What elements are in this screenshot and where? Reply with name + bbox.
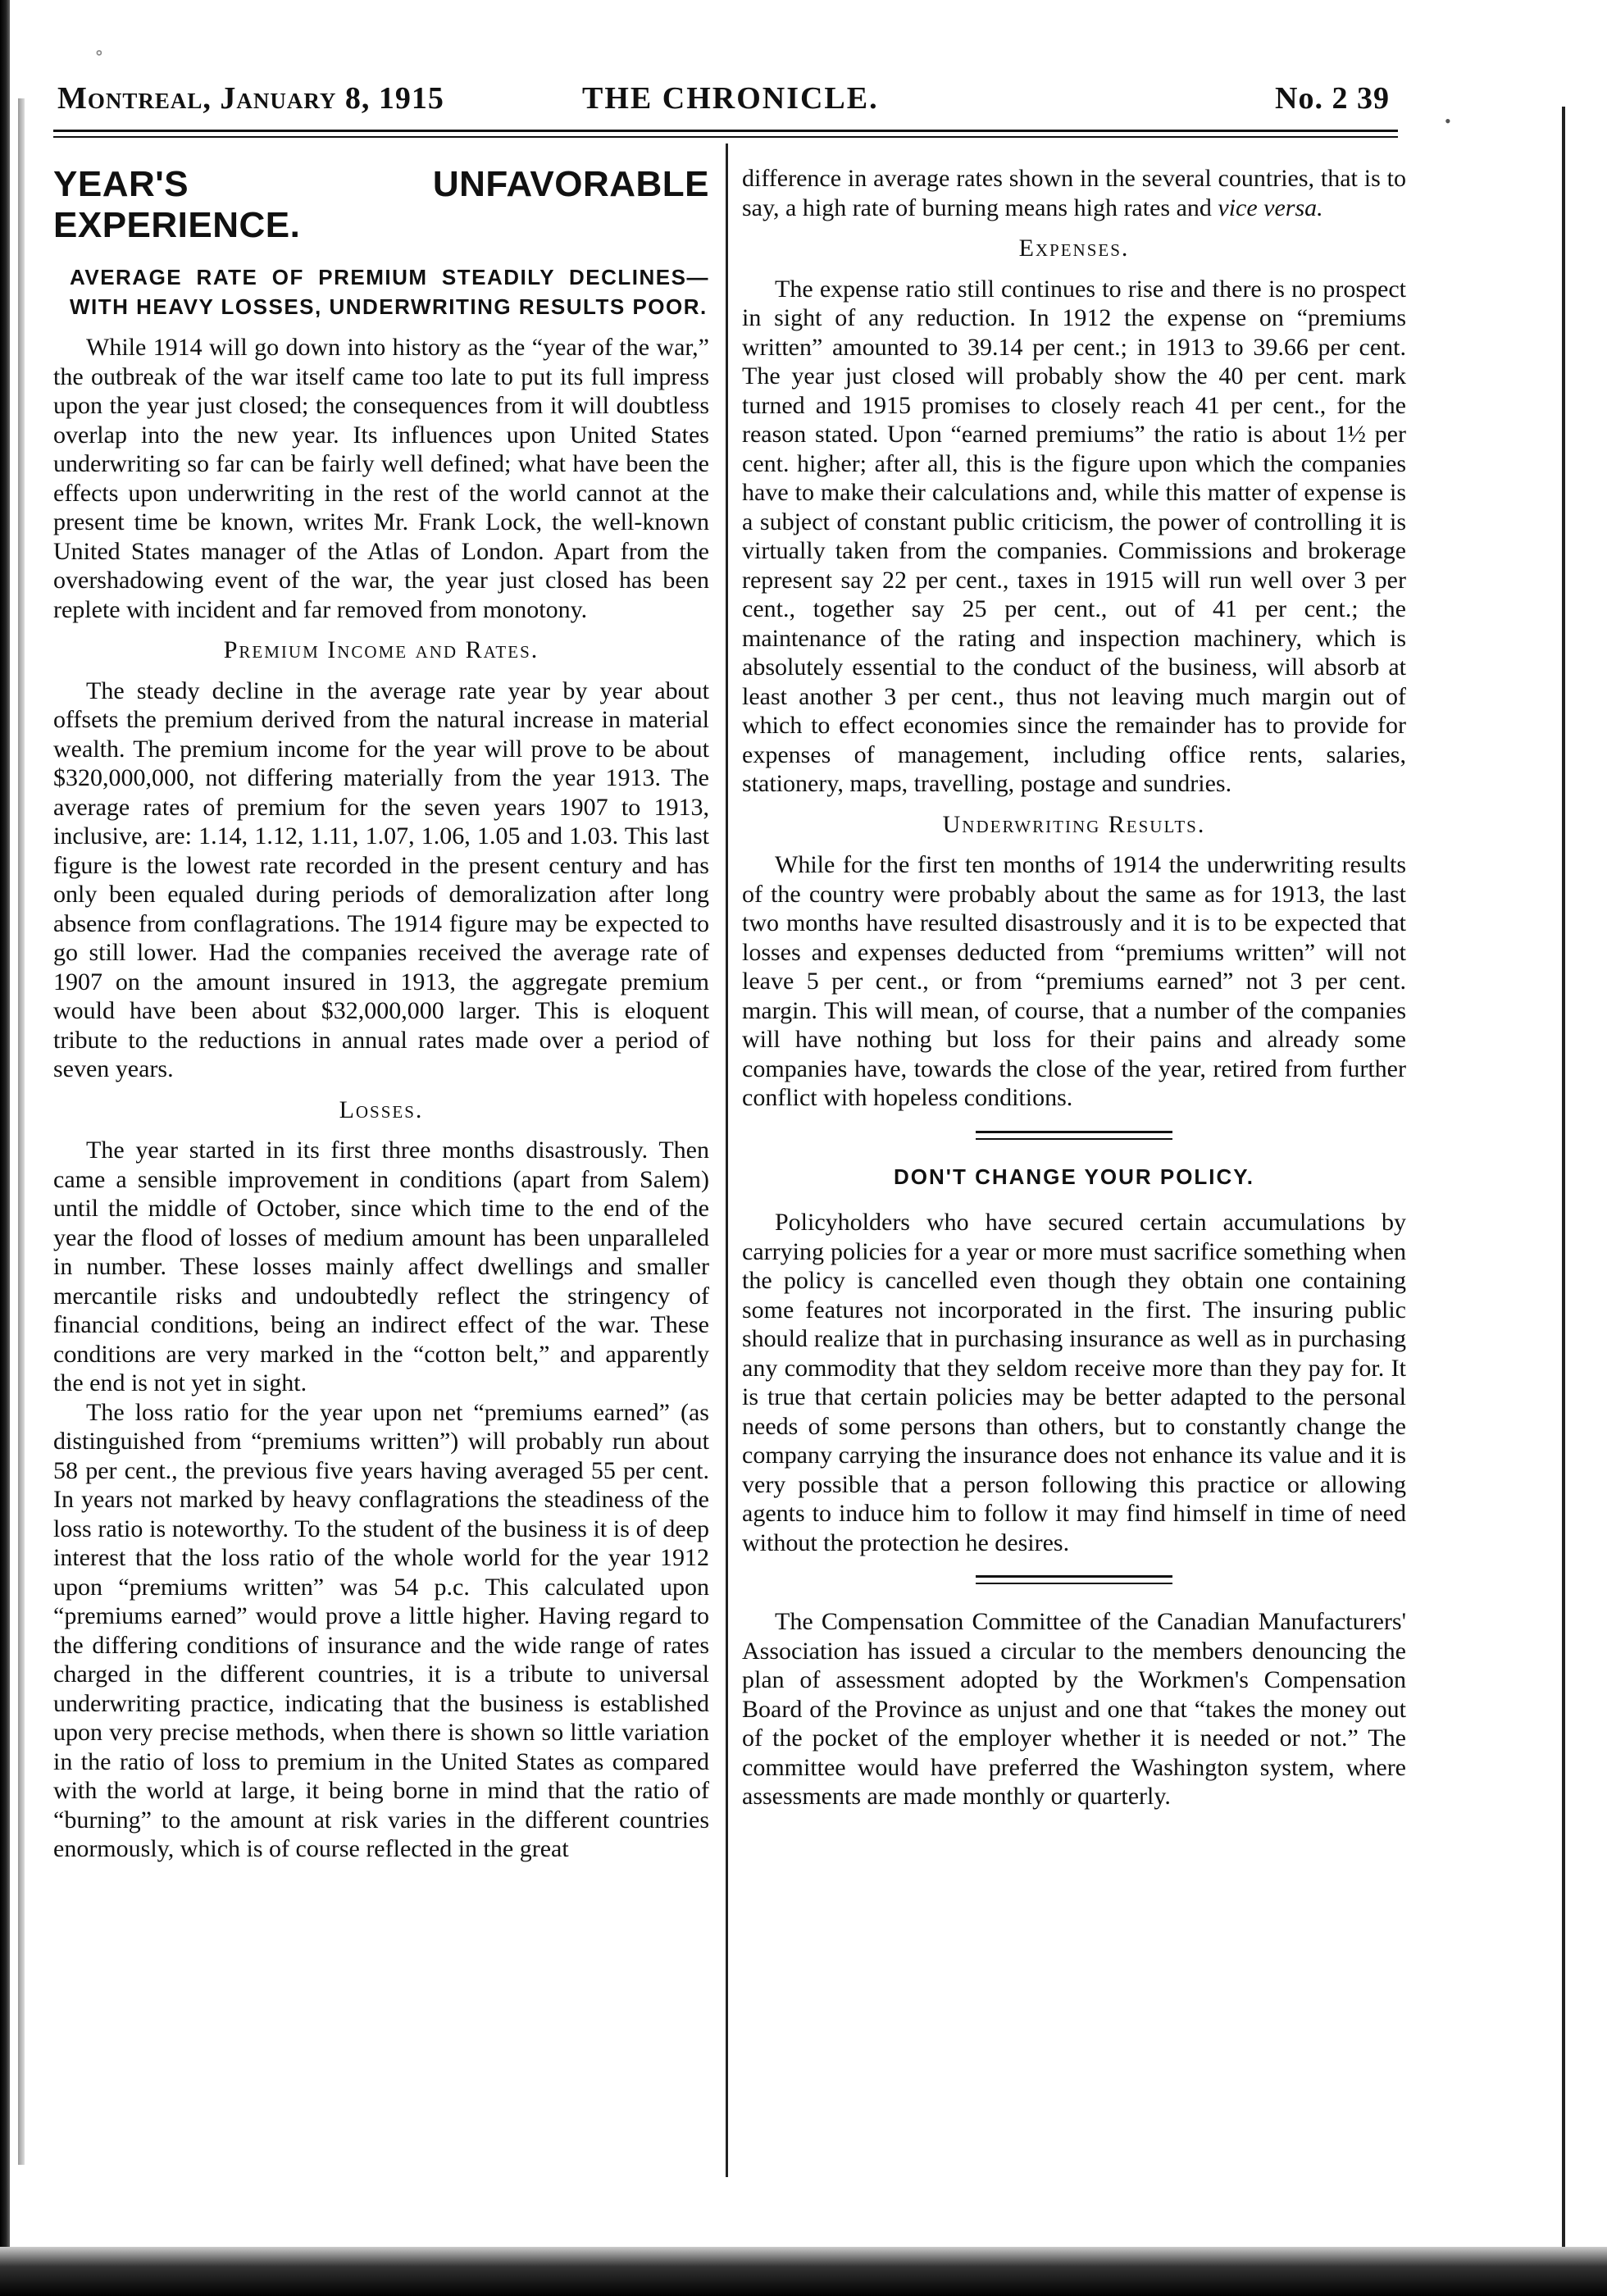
article-separator <box>976 1131 1172 1140</box>
article-paragraph: The steady decline in the average rate year by year about offsets the premium derived from the natural increase in material wealth. The premium income for the year will prove to be about $320,000,000, not differing materially from the year 1913. The average rates of premium for the seven years 1907 to 1913, inclusive, are: 1.14, 1.12, 1.11, 1.07, 1.06, 1.05 and 1.03. This last figure is the lowest rate recorded in the present century and has only been equaled during periods of demoralization after long absence from conflagrations. The 1914 figure may be expected to go still lower. Had the companies received the average rate of 1907 on the amount insured in 1913, the aggregate premium would have been about $32,000,000 larger. This is eloquent tribute to the reductions in annual rates made over a period of seven years. <box>53 676 709 1082</box>
header-dateline: Montreal, January 8, 1915 <box>57 81 444 116</box>
article-paragraph: Policyholders who have secured certain accumulations by carrying policies for a year or more must sacrifice something when the policy is cancelled even though they obtain one containing some features not incorporated in the first. The insuring public should realize that in purchasing insurance as well as in purchasing any commodity that they seldom receive more than they pay for. It is true that certain policies may be better adapted to the personal needs of some persons than others, but to constantly change the company carrying the insurance does not enhance its value and it is very possible that a person following this practice or allowing agents to induce him to follow it may find himself in time of need without the protection he desires. <box>742 1209 1406 1556</box>
section-heading: Premium Income and Rates. <box>223 636 539 663</box>
article-separator <box>976 1575 1172 1584</box>
article-paragraph: The Compensation Committee of the Canadian Manufacturers' Association has issued a circular to the members denouncing the plan of assessment adopted by the Workmen's Compensation Board of the Province as unjust and one that “takes the money out of the pocket of the employer whether it is needed or not.” The committee would have preferred the Washington system, where assessments are made monthly or quarterly. <box>742 1608 1406 1810</box>
article-title: YEAR'S UNFAVORABLE EXPERIENCE. <box>53 164 709 245</box>
section-heading: Losses. <box>339 1096 424 1123</box>
page-header <box>49 74 1443 123</box>
italic-phrase: vice versa. <box>1218 194 1323 221</box>
article-paragraph: The expense ratio still continues to rise and there is no prospect in sight of any reduction. In 1912 the expense on “premiums written” amounted to 39.14 per cent.; in 1913 to 39.66 per cent. The year just closed will probably show the 40 per cent. mark turned and 1915 promises to closely reach 41 per cent., for the reason stated. Upon “earned premiums” the ratio is about 1½ per cent. higher; after all, this is the figure upon which the companies have to make their calculations and, while this matter of expense is a subject of constant public criticism, the power of controlling it is virtually taken from the companies. Commissions and brokerage represent say 22 per cent., taxes in 1915 will run well over 3 per cent., together say 25 per cent., out of 41 per cent.; the maintenance of the rating and inspection machinery, which is absolutely essential to the conduct of the business, will absorb at least another 3 per cent., thus not leaving much margin out of which to effect economies since the remainder has to provide for expenses of management, including office rents, salaries, stationery, maps, travelling, postage and sundries. <box>742 275 1406 797</box>
section-heading: Underwriting Results. <box>942 810 1206 838</box>
header-issue-number: No. 2 39 <box>1275 81 1390 116</box>
article-paragraph: The year started in its first three months disastrously. Then came a sensible improvement in conditions (apart from Salem) until the middle of October, since which time to the end of the year the flood of losses of medium amount has been unparalleled in number. These losses mainly affect dwellings and smaller mercantile risks and undoubtedly reflect the stringency of financial conditions, being an indirect effect of the war. These conditions are very marked in the “cotton belt,” and apparently the end is not yet in sight. <box>53 1137 709 1396</box>
header-rule <box>53 130 1398 138</box>
continued-text: difference in average rates shown in the several countries, that is to say, a high rate of burning means high rates and <box>742 165 1406 221</box>
section-heading: Expenses. <box>1018 235 1130 262</box>
article-paragraph: While 1914 will go down into history as the “year of the war,” the outbreak of the war itself came too late to put its full impress upon the year just closed; the consequences from it will doubtless overlap into the new year. Its influences upon United States underwriting so far can be fairly well defined; what have been the effects upon underwriting in the rest of the world cannot at the present time be known, writes Mr. Frank Lock, the well-known United States manager of the Atlas of London. Apart from the overshadowing event of the war, the year just closed has been replete with incident and far removed from monotony. <box>53 334 709 623</box>
right-column <box>742 164 1406 1811</box>
print-speck: • <box>1445 111 1451 131</box>
scan-edge-shadow <box>18 98 25 2165</box>
scan-edge-bottom <box>0 2247 1607 2296</box>
article-paragraph-continued <box>742 164 1406 222</box>
article-paragraph: While for the first ten months of 1914 the underwriting results of the country were probably about the same as for 1913, the last two months have resulted disastrously and it is to be expected that losses and expenses deducted from “premiums written” will not leave 5 per cent., or from “premiums earned” not 3 per cent. margin. This will mean, of course, that a number of the companies will have nothing but loss for their pains and already some companies have, towards the close of the year, retired from further conflict with hopeless conditions. <box>742 851 1406 1111</box>
scan-edge-left <box>0 0 10 2296</box>
scan-edge-right <box>1562 107 1565 2271</box>
left-column <box>53 164 709 1864</box>
article-paragraph: The loss ratio for the year upon net “premiums earned” (as distinguished from “premiums written”) will probably run about 58 per cent., the previous five years having averaged 55 per cent. In years not marked by heavy conflagrations the steadiness of the loss ratio is noteworthy. To the student of the business it is of deep interest that the loss ratio of the whole world for the year 1912 upon “premiums written” was 54 p.c. This calculated upon “premiums earned” would prove a little higher. Having regard to the differing conditions of insurance and the wide range of rates charged in the different countries, it is a tribute to universal underwriting practice, indicating that the business is established upon very precise methods, when there is shown so little variation in the ratio of loss to premium in the United States as compared with the world at large, it being borne in mind that the ratio of “burning” to the amount at risk varies in the different countries enormously, which is of course reflected in the great <box>53 1398 709 1862</box>
column-divider <box>726 144 728 2177</box>
print-speck: ∘ <box>94 43 104 64</box>
header-publication: THE CHRONICLE. <box>582 81 879 116</box>
article-title: DON'T CHANGE YOUR POLICY. <box>894 1164 1254 1189</box>
article-subtitle: AVERAGE RATE OF PREMIUM STEADILY DECLINES—WITH HEAVY LOSSES, UNDERWRITING RESULTS POOR. <box>70 265 709 319</box>
